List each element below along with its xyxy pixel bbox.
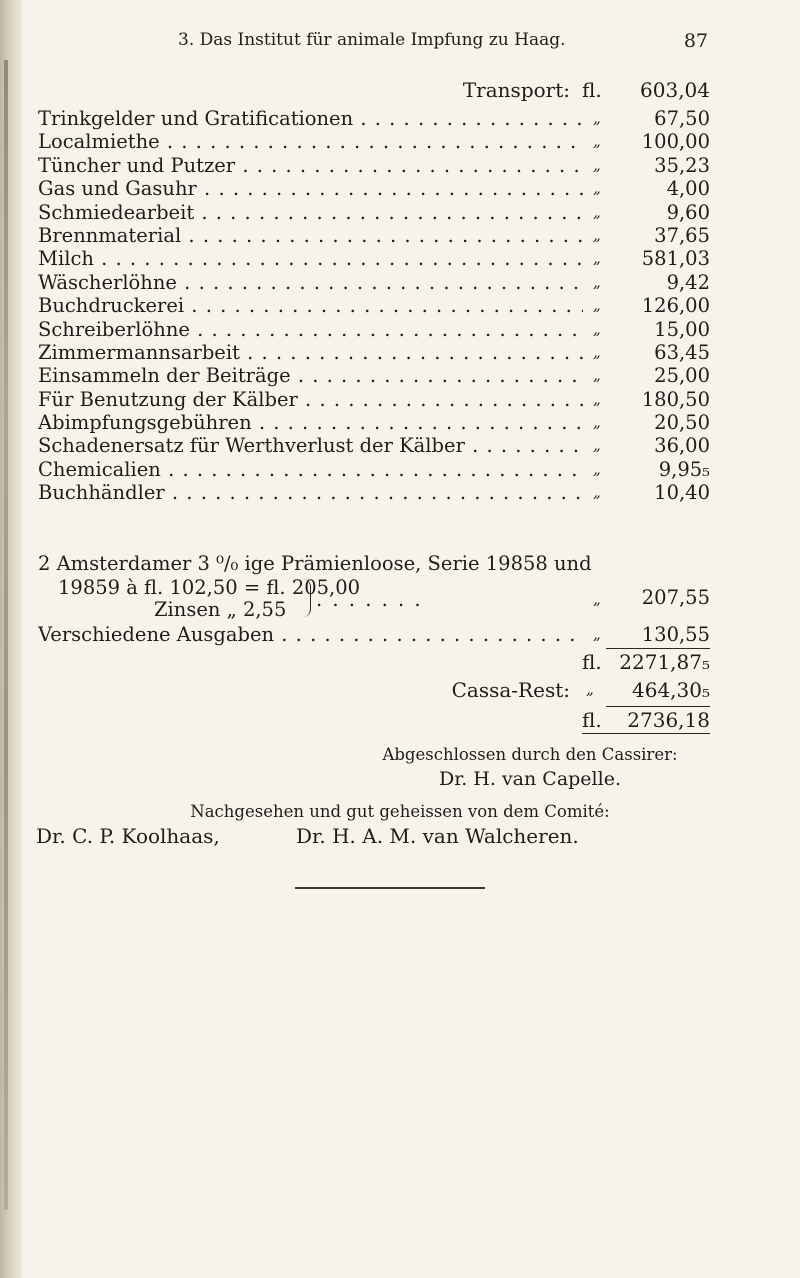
grand-total-row	[0, 708, 800, 734]
ditto-mark: „	[593, 319, 601, 338]
ditto-mark: „	[593, 296, 601, 315]
checked-by-note: Nachgesehen und gut geheissen von dem Comité:	[190, 802, 610, 821]
expense-amount: 100,00	[641, 130, 710, 154]
expense-row	[0, 481, 800, 504]
expense-row	[0, 271, 800, 294]
expense-amount: 9,95₅	[658, 457, 710, 481]
transport-amount: 603,04	[640, 78, 710, 102]
bond-amount: 207,55	[641, 586, 710, 609]
expense-label: Tüncher und Putzer . . .	[38, 154, 583, 177]
committee-signers	[0, 824, 800, 854]
cassa-rest-label: Cassa-Rest:	[451, 678, 570, 702]
misc-expenses-row	[0, 623, 800, 646]
expense-row	[0, 201, 800, 224]
page-header	[58, 30, 708, 56]
ditto-mark: „	[593, 155, 601, 174]
ditto-mark: „	[593, 272, 601, 291]
expense-row	[0, 411, 800, 434]
page-number: 87	[683, 30, 708, 52]
expense-row	[0, 388, 800, 411]
ditto-mark: „	[593, 389, 601, 408]
expense-label: Schreiberlöhne . . .	[38, 318, 583, 341]
ditto-mark: „	[593, 459, 601, 478]
expense-label: Abimpfungsgebühren . . .	[38, 411, 583, 434]
subtotal-row	[0, 650, 800, 676]
ditto-mark: „	[593, 483, 601, 502]
cassa-rest-row	[0, 678, 800, 704]
expense-label: Milch . . .	[38, 247, 583, 270]
signer-1: Dr. C. P. Koolhaas,	[36, 824, 220, 848]
ditto-mark: „	[586, 680, 594, 698]
expense-label: Buchhändler . . .	[38, 481, 583, 504]
transport-row	[0, 78, 800, 106]
expense-list	[0, 107, 800, 505]
grand-total-amount: 2736,18	[627, 708, 710, 732]
expense-label: Chemicalien . . .	[38, 458, 583, 481]
expense-amount: 180,50	[641, 387, 710, 411]
expense-row	[0, 224, 800, 247]
expense-amount: 130,55	[641, 623, 710, 646]
transport-label: Transport:	[462, 78, 570, 102]
ditto-mark: „	[593, 625, 601, 643]
expense-row	[0, 247, 800, 270]
premium-bond-entry	[0, 552, 800, 622]
expense-label: Schadenersatz für Werthverlust der Kälber . . .	[38, 434, 583, 457]
closing-rule	[295, 887, 485, 889]
cashier-name: Dr. H. van Capelle.	[438, 768, 621, 790]
expense-amount: 126,00	[641, 294, 710, 318]
bond-line-2: 19859 à fl. 102,50 = fl. 205,00	[58, 576, 361, 599]
ditto-mark: „	[593, 413, 601, 432]
expense-amount: 63,45	[654, 340, 710, 364]
bond-line-3: Zinsen „ 2,55	[154, 598, 287, 621]
bond-line-1: 2 Amsterdamer 3 ⁰/₀ ige Prämienloose, Serie 19858 und	[38, 552, 592, 575]
expense-amount: 36,00	[654, 434, 710, 458]
ditto-mark: „	[593, 342, 601, 361]
expense-label: Schmiedearbeit . . .	[38, 201, 583, 224]
currency-mark: fl.	[582, 650, 602, 674]
ditto-mark: „	[593, 202, 601, 221]
expense-label: Wäscherlöhne . . .	[38, 271, 583, 294]
expense-amount: 15,00	[654, 317, 710, 341]
expense-amount: 35,23	[654, 153, 710, 177]
expense-amount: 4,00	[666, 177, 710, 201]
expense-label: Zimmermannsarbeit . . .	[38, 341, 583, 364]
curly-brace-mark	[302, 579, 311, 617]
expense-label: Gas und Gasuhr . . .	[38, 177, 583, 200]
expense-amount: 25,00	[654, 364, 710, 388]
ditto-mark: „	[593, 590, 601, 608]
closed-by-note: Abgeschlossen durch den Cassirer:	[382, 745, 678, 764]
expense-label: Brennmaterial . . .	[38, 224, 583, 247]
expense-row	[0, 623, 800, 646]
expense-amount: 581,03	[641, 247, 710, 271]
expense-amount: 37,65	[654, 223, 710, 247]
leader-dots: . . . . . . .	[316, 588, 423, 611]
expense-amount: 10,40	[654, 481, 710, 505]
currency-mark: fl.	[582, 78, 602, 102]
expense-row	[0, 154, 800, 177]
expense-row	[0, 107, 800, 130]
cassa-rest-amount: 464,30₅	[632, 678, 710, 702]
expense-row	[0, 318, 800, 341]
expense-row	[0, 294, 800, 317]
expense-amount: 20,50	[654, 411, 710, 435]
expense-row	[0, 130, 800, 153]
expense-label: Buchdruckerei . . .	[38, 294, 583, 317]
ditto-mark: „	[593, 179, 601, 198]
expense-amount: 67,50	[654, 107, 710, 130]
expense-amount: 9,42	[666, 270, 710, 294]
ditto-mark: „	[593, 436, 601, 455]
currency-mark: fl.	[582, 708, 602, 732]
expense-amount: 9,60	[666, 200, 710, 224]
expense-label: Verschiedene Ausgaben . . .	[38, 623, 583, 646]
ditto-mark: „	[593, 132, 601, 151]
running-title: 3. Das Institut für animale Impfung zu Haag.	[178, 30, 566, 50]
expense-row	[0, 434, 800, 457]
ditto-mark: „	[593, 366, 601, 385]
signer-2: Dr. H. A. M. van Walcheren.	[296, 824, 579, 848]
expense-row	[0, 364, 800, 387]
expense-row	[0, 458, 800, 481]
subtotal-amount: 2271,87₅	[619, 650, 710, 674]
expense-label: Einsammeln der Beiträge . . .	[38, 364, 583, 387]
expense-row	[0, 177, 800, 200]
expense-row	[0, 341, 800, 364]
expense-label: Trinkgelder und Gratificationen . . .	[38, 107, 583, 130]
ditto-mark: „	[593, 109, 601, 127]
ditto-mark: „	[593, 249, 601, 268]
expense-label: Für Benutzung der Kälber . . .	[38, 388, 583, 411]
total-double-rule	[582, 733, 710, 734]
expense-label: Localmiethe . . .	[38, 130, 583, 153]
ditto-mark: „	[593, 225, 601, 244]
